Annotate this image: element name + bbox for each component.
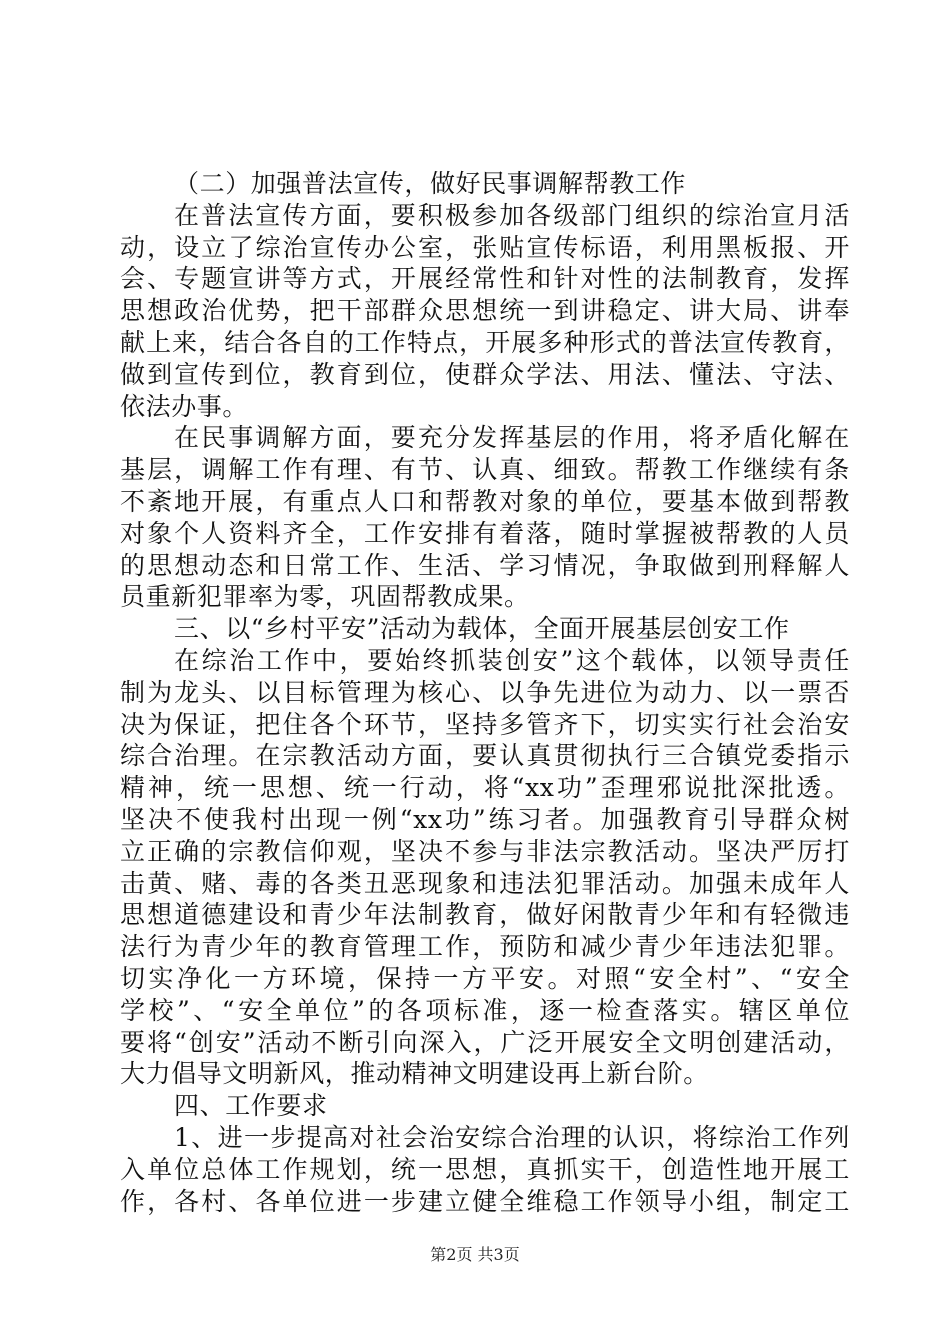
paragraph-line: 击黄、赌、毒的各类丑恶现象和违法犯罪活动。加强未成年人 [120, 868, 850, 898]
paragraph-line: 精神，统一思想、统一行动，将“xx功”歪理邪说批深批透。 [120, 773, 850, 803]
document-body [120, 168, 850, 1217]
paragraph-line: 作，各村、各单位进一步建立健全维稳工作领导小组，制定工 [120, 1186, 850, 1216]
paragraph-line: 切实净化一方环境，保持一方平安。对照“安全村”、“安全 [120, 963, 850, 993]
paragraph-line: 在综治工作中，要始终抓装创安”这个载体，以领导责任 [174, 645, 850, 675]
section-heading-3: 三、以“乡村平安”活动为载体，全面开展基层创安工作 [174, 614, 790, 644]
paragraph-line: 在民事调解方面，要充分发挥基层的作用，将矛盾化解在 [174, 423, 850, 453]
paragraph-line: 综合治理。在宗教活动方面，要认真贯彻执行三合镇党委指示 [120, 741, 850, 771]
paragraph-line: 决为保证，把住各个环节，坚持多管齐下，切实实行社会治安 [120, 709, 850, 739]
paragraph-line: 献上来，结合各自的工作特点，开展多种形式的普法宣传教育， [120, 327, 850, 357]
paragraph-line: 员重新犯罪率为零，巩固帮教成果。 [120, 582, 530, 612]
paragraph-line: 会、专题宣讲等方式，开展经常性和针对性的法制教育，发挥 [120, 264, 850, 294]
paragraph-line: 基层，调解工作有理、有节、认真、细致。帮教工作继续有条 [120, 455, 850, 485]
paragraph-line: 对象个人资料齐全，工作安排有着落，随时掌握被帮教的人员 [120, 518, 850, 548]
paragraph-line: 要将“创安”活动不断引向深入，广泛开展安全文明创建活动， [120, 1027, 850, 1057]
paragraph-line: 动，设立了综治宣传办公室，张贴宣传标语，利用黑板报、开 [120, 232, 850, 262]
paragraph-line: 思想政治优势，把干部群众思想统一到讲稳定、讲大局、讲奉 [120, 296, 850, 326]
paragraph-line: 思想道德建设和青少年法制教育，做好闲散青少年和有轻微违 [120, 900, 850, 930]
paragraph-line: 法行为青少年的教育管理工作，预防和减少青少年违法犯罪。 [120, 932, 850, 962]
paragraph-line: 制为龙头、以目标管理为核心、以争先进位为动力、以一票否 [120, 677, 850, 707]
paragraph-line: 1、进一步提高对社会治安综合治理的认识，将综治工作列 [174, 1122, 850, 1152]
paragraph-line: 做到宣传到位，教育到位，使群众学法、用法、懂法、守法、 [120, 359, 850, 389]
section-heading-2: （二）加强普法宣传，做好民事调解帮教工作 [174, 169, 687, 198]
paragraph-line: 的思想动态和日常工作、生活、学习情况，争取做到刑释解人 [120, 550, 850, 580]
paragraph-line: 学校”、“安全单位”的各项标准，逐一检查落实。辖区单位 [120, 995, 850, 1025]
page-footer: 第2页 共3页 [430, 1245, 520, 1264]
paragraph-line: 坚决不使我村出现一例“xx功”练习者。加强教育引导群众树 [120, 804, 850, 834]
paragraph-line: 不紊地开展，有重点人口和帮教对象的单位，要基本做到帮教 [120, 486, 850, 516]
section-heading-4: 四、工作要求 [174, 1091, 328, 1121]
paragraph-line: 入单位总体工作规划，统一思想，真抓实干，创造性地开展工 [120, 1154, 850, 1184]
paragraph-line: 大力倡导文明新风，推动精神文明建设再上新台阶。 [120, 1059, 709, 1089]
paragraph-line: 在普法宣传方面，要积极参加各级部门组织的综治宣月活 [174, 200, 850, 230]
paragraph-line: 立正确的宗教信仰观，坚决不参与非法宗教活动。坚决严厉打 [120, 836, 850, 866]
paragraph-line: 依法办事。 [120, 391, 249, 421]
